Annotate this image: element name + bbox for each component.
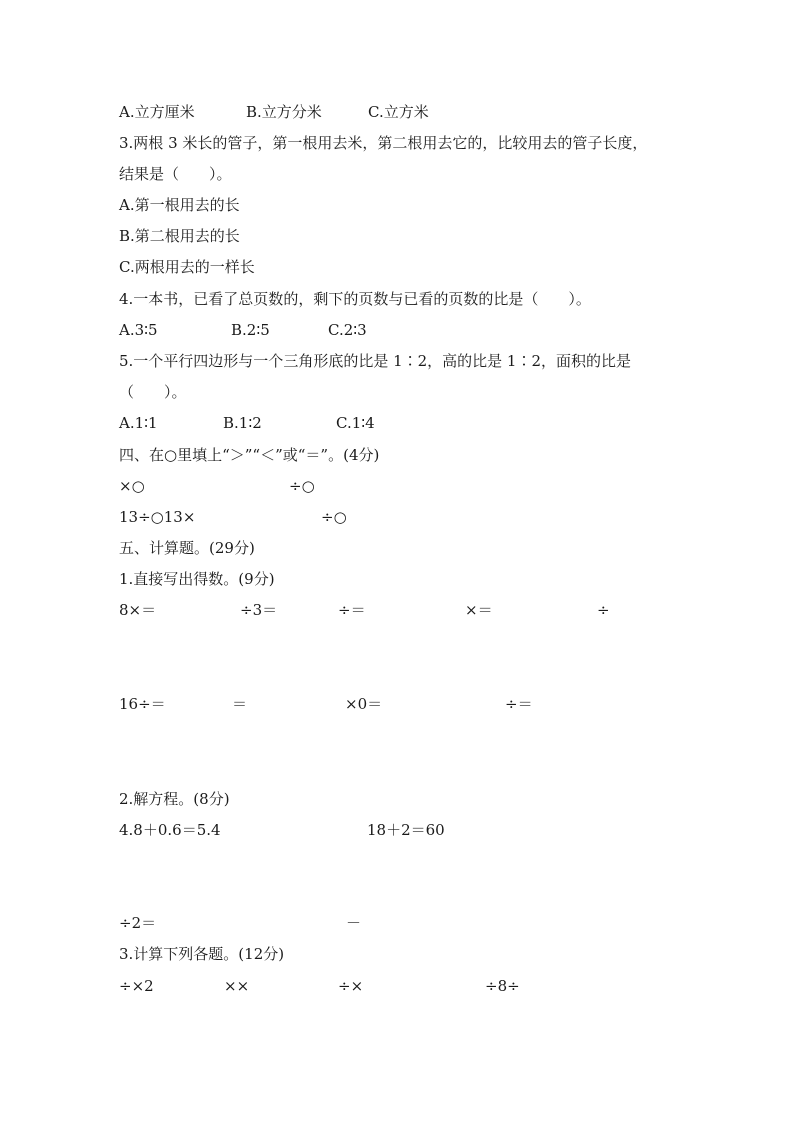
question-4-stem: 4.一本书，已看了总页数的，剩下的页数与已看的页数的比是（ ）。: [119, 290, 591, 308]
section-5-sub-3-title: 3.计算下列各题。(12分): [119, 945, 285, 963]
question-5-stem-line-2: （ ）。: [119, 383, 187, 401]
question-3-option-a: A.第一根用去的长: [119, 196, 240, 214]
option-c: C.立方米: [368, 103, 429, 121]
calc-item: ÷＝: [505, 695, 533, 713]
question-5-stem-line-1: 5.一个平行四边形与一个三角形底的比是 1∶2，高的比是 1∶2，面积的比是: [119, 352, 632, 370]
calc-item: ÷: [597, 601, 610, 619]
question-3-stem-line-1: 3.两根 3 米长的管子，第一根用去米，第二根用去它的，比较用去的管子长度，: [119, 134, 648, 152]
section-5-sub-1-title: 1.直接写出得数。(9分): [119, 570, 275, 588]
option-a: A.立方厘米: [119, 103, 195, 121]
compare-item: ×○: [119, 477, 145, 495]
question-3-option-c: C.两根用去的一样长: [119, 258, 255, 276]
calc-item: ÷＝: [338, 601, 366, 619]
question-3-option-b: B.第二根用去的长: [119, 227, 240, 245]
equation-item: ÷2＝: [119, 914, 157, 932]
calc-item: 16÷＝: [119, 695, 166, 713]
question-5-option-c: C.1∶4: [336, 414, 375, 432]
question-3-stem-line-2: 结果是（ ）。: [119, 165, 232, 183]
calc-item: 8×＝: [119, 601, 157, 619]
question-4-option-c: C.2∶3: [328, 321, 367, 339]
option-b: B.立方分米: [246, 103, 322, 121]
calc-item: ＝: [232, 695, 248, 713]
compare-item: ÷○: [289, 477, 315, 495]
section-4-title: 四、在○里填上“＞”“＜”或“＝”。(4分): [119, 446, 380, 464]
expression-item: ××: [224, 977, 250, 995]
section-5-sub-2-title: 2.解方程。(8分): [119, 790, 230, 808]
equation-item: 4.8＋0.6＝5.4: [119, 821, 221, 839]
question-4-option-a: A.3∶5: [119, 321, 158, 339]
question-5-option-a: A.1∶1: [119, 414, 158, 432]
question-5-option-b: B.1∶2: [223, 414, 262, 432]
calc-item: ×＝: [465, 601, 493, 619]
equation-item: 18＋2＝60: [367, 821, 445, 839]
expression-item: ÷×2: [119, 977, 154, 995]
calc-item: ÷3＝: [240, 601, 278, 619]
compare-item: ÷○: [321, 508, 347, 526]
compare-item: 13÷○13×: [119, 508, 196, 526]
expression-item: ÷8÷: [485, 977, 520, 995]
section-5-title: 五、计算题。(29分): [119, 539, 255, 557]
calc-item: ×0＝: [345, 695, 383, 713]
expression-item: ÷×: [338, 977, 364, 995]
question-4-option-b: B.2∶5: [231, 321, 270, 339]
equation-item: －: [346, 914, 362, 932]
